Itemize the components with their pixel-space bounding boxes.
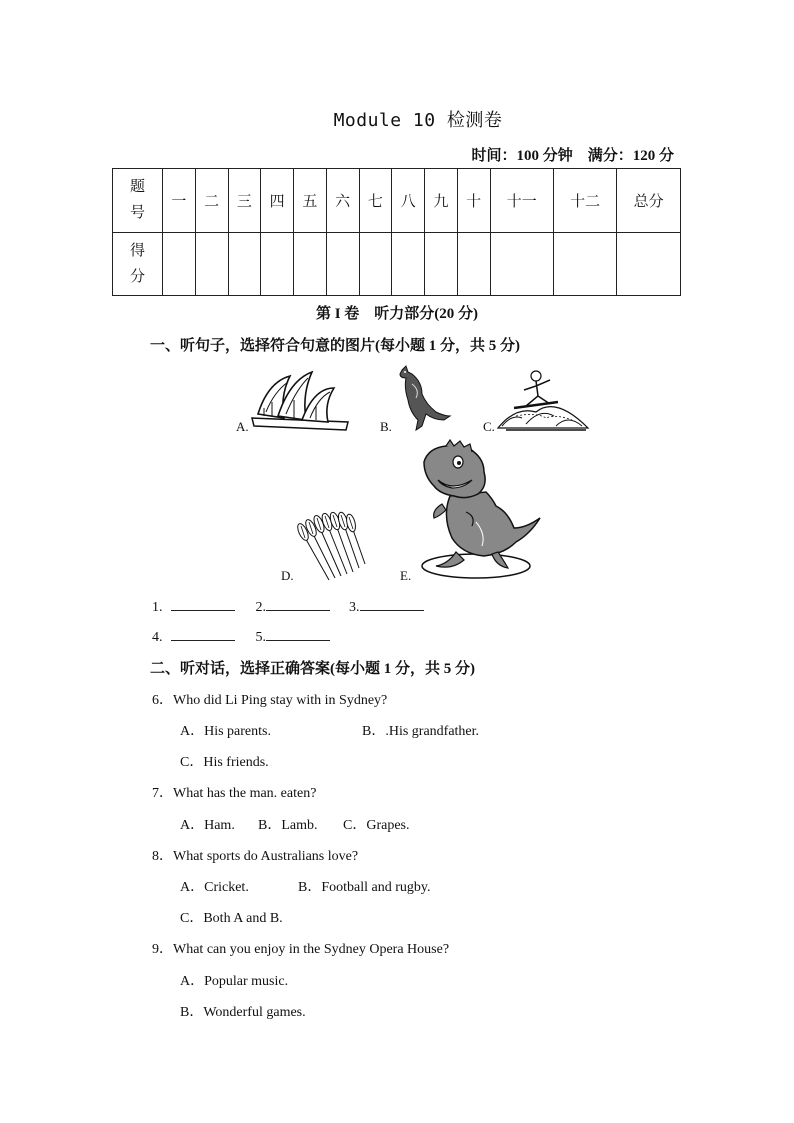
column-header: 八	[392, 169, 425, 233]
wheat-icon	[295, 512, 371, 582]
picture-label: D.	[281, 568, 294, 583]
surfer-icon	[496, 366, 590, 432]
column-header: 七	[359, 169, 392, 233]
option[interactable]: C．Both A and B.	[180, 911, 283, 926]
column-header: 三	[228, 169, 261, 233]
row-label-question-number: 题 号	[113, 169, 163, 233]
option[interactable]: A．Ham.	[180, 818, 235, 833]
option[interactable]: B．Lamb.	[258, 818, 318, 833]
question-8: 8．What sports do Australians love?	[152, 849, 359, 864]
option[interactable]: B．Wonderful games.	[180, 1005, 306, 1020]
kangaroo-icon	[392, 364, 452, 434]
part-title: 第 I 卷 听力部分(20 分)	[315, 306, 479, 322]
question-9: 9．What can you enjoy in the Sydney Opera House?	[152, 942, 450, 957]
score-cell[interactable]	[359, 232, 392, 296]
answer-blank[interactable]	[266, 596, 330, 611]
question-number-row	[113, 169, 681, 233]
score-cell[interactable]	[228, 232, 261, 296]
score-cell[interactable]	[163, 232, 196, 296]
column-header: 九	[425, 169, 458, 233]
column-header: 十二	[553, 169, 616, 233]
exam-time-info: 时间：100 分钟 满分：120 分	[471, 148, 674, 164]
answer-blank[interactable]	[266, 626, 330, 641]
option[interactable]: B．Football and rugby.	[298, 880, 431, 895]
column-header: 二	[195, 169, 228, 233]
score-cell[interactable]	[195, 232, 228, 296]
picture-label: C.	[483, 419, 495, 434]
column-header: 六	[326, 169, 359, 233]
question-7: 7．What has the man. eaten?	[152, 786, 317, 801]
column-header: 十	[457, 169, 490, 233]
option[interactable]: C．His friends.	[180, 755, 269, 770]
picture-label: E.	[400, 568, 412, 583]
score-cell[interactable]	[392, 232, 425, 296]
score-cell[interactable]	[326, 232, 359, 296]
answer-blank[interactable]	[171, 596, 235, 611]
score-cell[interactable]	[553, 232, 616, 296]
score-cell[interactable]	[457, 232, 490, 296]
option[interactable]: B．.His grandfather.	[362, 724, 480, 739]
option[interactable]: C．Grapes.	[343, 818, 410, 833]
column-header: 十一	[490, 169, 553, 233]
score-row	[113, 232, 681, 296]
column-header: 一	[163, 169, 196, 233]
option[interactable]: A．His parents.	[180, 724, 271, 739]
option[interactable]: A．Cricket.	[180, 880, 249, 895]
answer-blank[interactable]	[360, 596, 424, 611]
score-cell[interactable]	[261, 232, 294, 296]
picture-label: B.	[380, 419, 392, 434]
score-cell[interactable]	[617, 232, 681, 296]
dinosaur-icon	[412, 442, 544, 580]
row-label-score: 得 分	[113, 232, 163, 296]
answer-blank[interactable]	[171, 626, 235, 641]
question-6: 6．Who did Li Ping stay with in Sydney?	[152, 693, 388, 708]
page-title: Module 10 检测卷	[333, 110, 503, 131]
score-cell[interactable]	[425, 232, 458, 296]
opera-house-icon	[250, 362, 350, 432]
section-heading: 一、听句子，选择符合句意的图片(每小题 1 分，共 5 分)	[150, 338, 520, 354]
score-cell[interactable]	[294, 232, 327, 296]
option[interactable]: A．Popular music.	[180, 974, 289, 989]
section-heading: 二、听对话，选择正确答案(每小题 1 分，共 5 分)	[150, 661, 475, 677]
column-header: 四	[261, 169, 294, 233]
score-table	[112, 168, 681, 296]
picture-label: A.	[236, 419, 249, 434]
answer-blank-row: 1. 2. 3.	[152, 596, 424, 616]
column-header: 总分	[617, 169, 681, 233]
score-cell[interactable]	[490, 232, 553, 296]
answer-blank-row: 4. 5.	[152, 626, 330, 646]
column-header: 五	[294, 169, 327, 233]
